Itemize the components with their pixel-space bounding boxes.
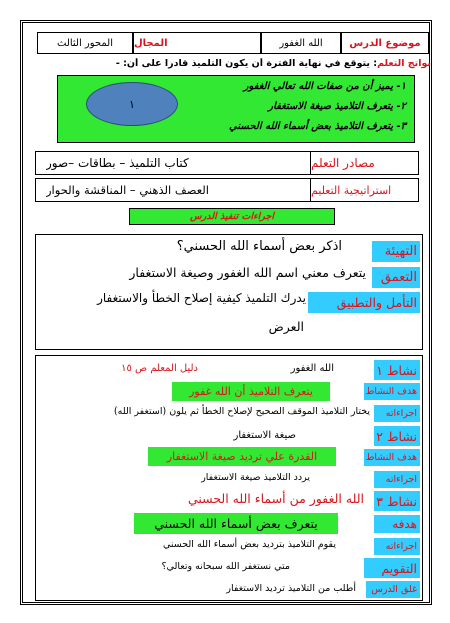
closing-text: أطلب من التلاميذ ترديد الاستغفار — [226, 583, 356, 594]
activity3-proc-label: اجراءاته — [374, 538, 420, 555]
apply-stage-text: يدرك التلميذ كيفية إصلاح الخطأ والاستغفار — [97, 291, 306, 305]
activity3-label: نشاط ٣ — [374, 491, 420, 511]
objective-3: ٣- يتعرف التلاميذ بعض أسماء الله الحسني — [229, 121, 406, 132]
show-stage-text: العرض — [268, 319, 304, 334]
objective-1: ١- يميز أن من صفات الله تعالي الغفور — [243, 81, 406, 92]
objectives-intro — [57, 58, 431, 74]
objectives-badge: ١ — [129, 97, 135, 111]
activity3-goal: يتعرف بعض أسماء الله الحسني — [134, 513, 338, 534]
objectives-intro-label: نواتج التعلم — [377, 58, 431, 69]
activity3-title: الله الغفور من أسماء الله الحسني — [187, 491, 364, 506]
activity1-label: نشاط ١ — [374, 360, 420, 380]
stages-box — [35, 234, 423, 350]
apply-stage-label: التأمل والتطبيق — [308, 292, 420, 313]
topic-label: موضوع الدرس — [341, 32, 429, 54]
activity1-goal: يتعرف التلاميذ أن الله غفور — [172, 382, 330, 401]
intro-stage-label: التهيئة — [372, 241, 420, 262]
activity3-goal-label: هدفه — [374, 515, 420, 533]
objectives-intro-text: : يتوقع في نهاية الفترة أن يكون التلميذ قادرا على أن: - — [115, 58, 378, 69]
activity1-proc: يختار التلاميذ الموقف الصحيح لإصلاح الخطأ ثم يلون (استغفر الله) — [113, 406, 370, 417]
resources-label: مصادر التعلم — [310, 152, 418, 174]
procedures-title: اجراءات تنفيذ الدرس — [129, 208, 335, 225]
activity2-goal: القدرة علي ترديد صيغة الاستغفار — [148, 447, 336, 466]
activity2-proc-label: اجراءاته — [374, 471, 420, 488]
strategy-value: العصف الذهني – المناقشة والحوار — [46, 183, 209, 197]
lesson-plan-page — [20, 20, 432, 605]
closing-label: غلق الدرس — [366, 581, 420, 598]
deepen-stage-label: التعمق — [372, 267, 420, 288]
resources-row — [35, 151, 419, 175]
evaluation-label: التقويم — [364, 558, 420, 578]
activity2-proc: يردد التلاميذ صيغة الاستغفار — [201, 472, 310, 483]
activity1-guide: دليل المعلم ص ١٥ — [121, 363, 198, 374]
intro-stage-text: اذكر بعض أسماء الله الحسني؟ — [176, 239, 342, 254]
resources-value: كتاب التلميذ – بطاقات –صور — [46, 156, 189, 170]
activity1-proc-label: اجراءاته — [374, 405, 420, 422]
activity2-goal-label: هدف النشاط — [364, 449, 420, 466]
objective-2: ٢- يتعرف التلاميذ صيغة الاستغفار — [268, 101, 406, 112]
topic-value: الله الغفور — [261, 32, 341, 54]
activity2-label: نشاط ٢ — [374, 426, 420, 446]
activities-box — [35, 355, 423, 601]
domain-label: المجال — [133, 32, 261, 54]
strategy-row — [35, 178, 419, 202]
activity3-proc: يقوم التلاميذ بترديد بعض أسماء الله الحسني — [163, 539, 336, 550]
strategy-label: استراتيجية التعليم — [310, 179, 418, 201]
objectives-ellipse — [86, 82, 178, 126]
deepen-stage-text: يتعرف معني اسم الله الغفور وصيغة الاستغفار — [129, 265, 366, 280]
activity1-goal-label: هدف النشاط — [364, 383, 420, 400]
objectives-box — [57, 75, 415, 143]
activity1-title: الله الغفور — [290, 363, 334, 374]
activity2-title: صيغة الاستغفار — [233, 430, 296, 441]
domain-value: المحور الثالث — [37, 32, 133, 54]
evaluation-text: متي نستغفر الله سبحانه وتعالي؟ — [161, 561, 290, 572]
